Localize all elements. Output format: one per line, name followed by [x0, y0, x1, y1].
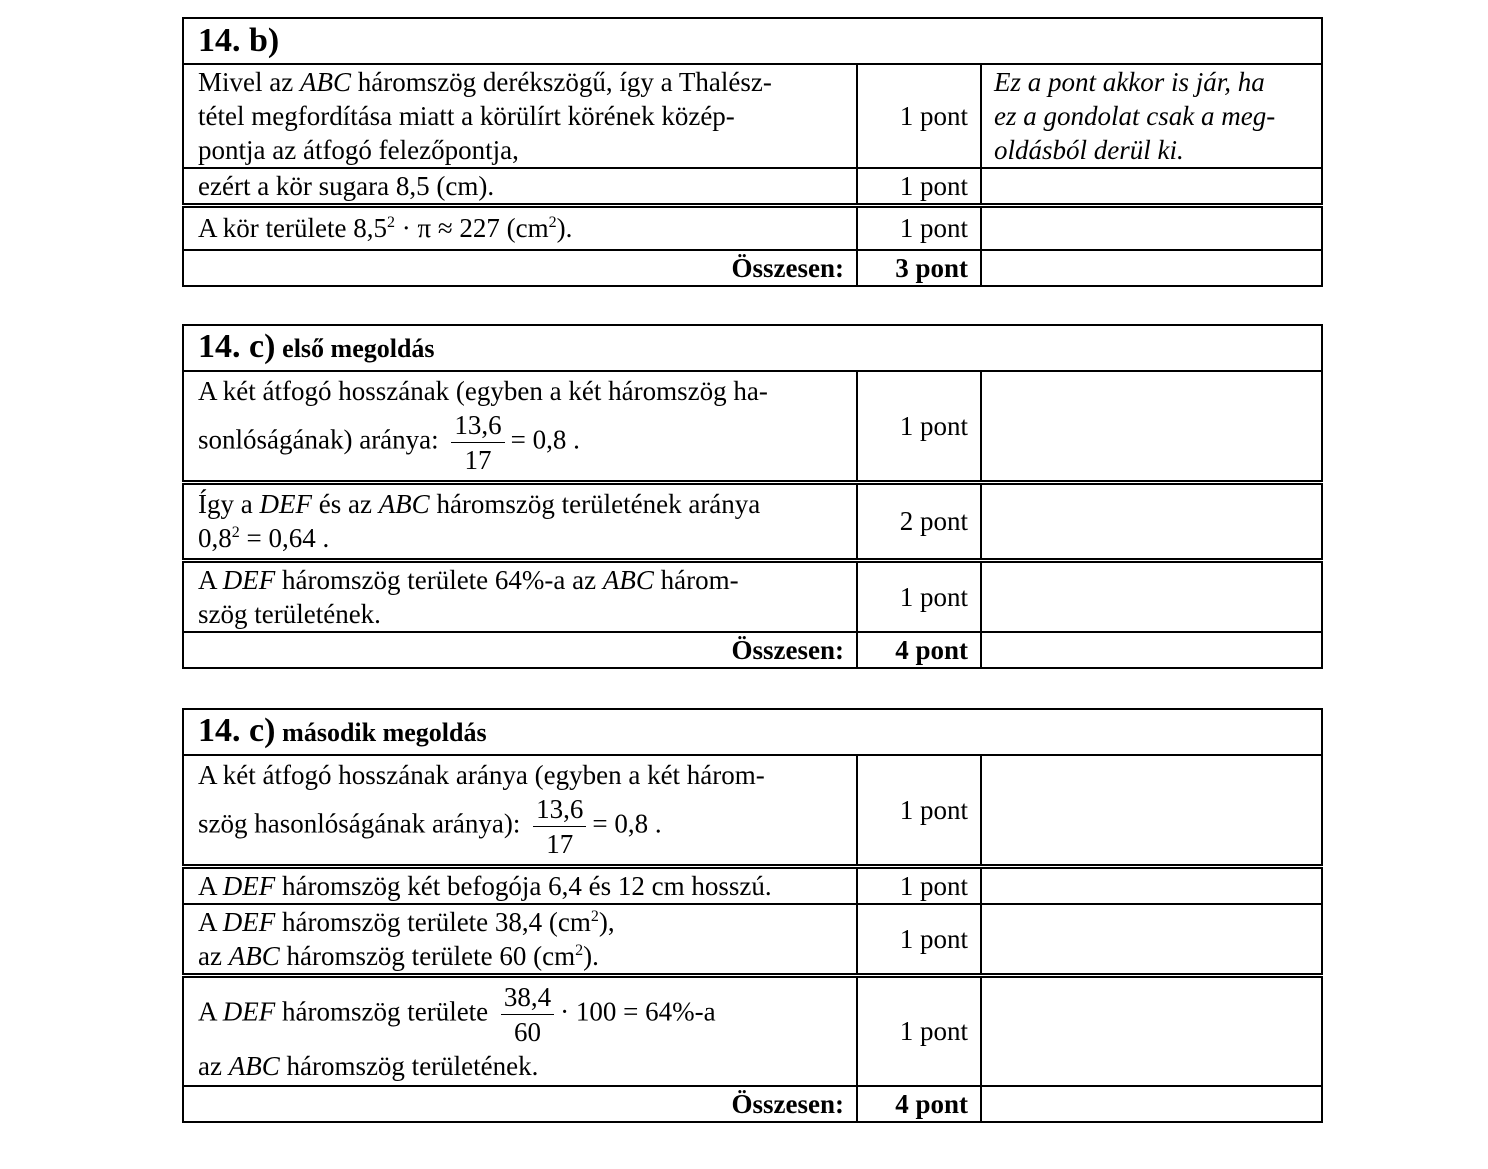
solution-step: A DEF háromszög területe $\frac{38,4}{60}$ · 100 = 64%-a az ABC háromszög területének. — [183, 975, 857, 1086]
header-row — [183, 709, 1322, 755]
points: 1 pont — [857, 975, 981, 1086]
section-title: 14. c) első megoldás — [183, 325, 1322, 371]
grading-note — [981, 975, 1322, 1086]
total-row — [183, 250, 1322, 286]
fraction: $\frac{38,4}{60}$ — [501, 980, 554, 1049]
solution-step: A két átfogó hosszának aránya (egyben a két három- szög hasonlóságának aránya): $\frac{13,6}{17}$ = 0,8 . — [183, 755, 857, 866]
section-title: 14. b) — [183, 18, 1322, 64]
header-row — [183, 18, 1322, 64]
table-row — [183, 371, 1322, 482]
total-row — [183, 632, 1322, 668]
solution-step: A kör területe $8,5^2 \cdot \pi \approx 227$ $(cm^2)$. — [183, 206, 857, 250]
table-14c-first — [182, 324, 1323, 669]
total-label: Összesen: — [183, 632, 857, 668]
total-points: 3 pont — [857, 250, 981, 286]
points: 1 pont — [857, 904, 981, 976]
points: 1 pont — [857, 64, 981, 168]
table-row — [183, 64, 1322, 168]
table-row — [183, 755, 1322, 866]
table-row — [183, 168, 1322, 206]
table-row — [183, 206, 1322, 250]
solution-step: A DEF háromszög területe 38,4 $(cm^2)$, az ABC háromszög területe 60 $(cm^2)$. — [183, 904, 857, 976]
table-14c-second — [182, 708, 1323, 1123]
grading-note — [981, 371, 1322, 482]
grading-note — [981, 1086, 1322, 1122]
solution-step: ezért a kör sugara 8,5 (cm). — [183, 168, 857, 206]
table-14b — [182, 17, 1323, 287]
grading-note — [981, 632, 1322, 668]
points: 1 pont — [857, 371, 981, 482]
total-row — [183, 1086, 1322, 1122]
grading-note — [981, 904, 1322, 976]
grading-note: Ez a pont akkor is jár, ha ez a gondolat csak a meg- oldásból derül ki. — [981, 64, 1322, 168]
points: 1 pont — [857, 866, 981, 904]
grading-note — [981, 482, 1322, 560]
grading-note — [981, 755, 1322, 866]
solution-step: A két átfogó hosszának (egyben a két háromszög ha- sonlóságának) aránya: $\frac{13,6}{17}$ = 0,8 . — [183, 371, 857, 482]
solution-step: Mivel az ABC háromszög derékszögű, így a Thalész- tétel megfordítása miatt a körülírt körének közép- pontja az átfogó felezőpontja, — [183, 64, 857, 168]
grading-note — [981, 560, 1322, 632]
table-row — [183, 975, 1322, 1086]
grading-note — [981, 250, 1322, 286]
grading-note — [981, 168, 1322, 206]
points: 1 pont — [857, 755, 981, 866]
total-points: 4 pont — [857, 1086, 981, 1122]
solution-step: A DEF háromszög területe 64%-a az ABC három- szög területének. — [183, 560, 857, 632]
points: 1 pont — [857, 168, 981, 206]
total-points: 4 pont — [857, 632, 981, 668]
section-title: 14. c) második megoldás — [183, 709, 1322, 755]
table-row — [183, 560, 1322, 632]
table-row — [183, 904, 1322, 976]
fraction: $\frac{13,6}{17}$ — [451, 408, 504, 477]
total-label: Összesen: — [183, 1086, 857, 1122]
fraction: $\frac{13,6}{17}$ — [533, 792, 586, 861]
points: 1 pont — [857, 206, 981, 250]
solution-step: Így a DEF és az ABC háromszög területének aránya $0,8^2 = 0,64$ . — [183, 482, 857, 560]
header-row — [183, 325, 1322, 371]
table-row — [183, 866, 1322, 904]
total-label: Összesen: — [183, 250, 857, 286]
points: 1 pont — [857, 560, 981, 632]
grading-note — [981, 206, 1322, 250]
table-row — [183, 482, 1322, 560]
points: 2 pont — [857, 482, 981, 560]
solution-step: A DEF háromszög két befogója 6,4 és 12 cm hosszú. — [183, 866, 857, 904]
grading-note — [981, 866, 1322, 904]
